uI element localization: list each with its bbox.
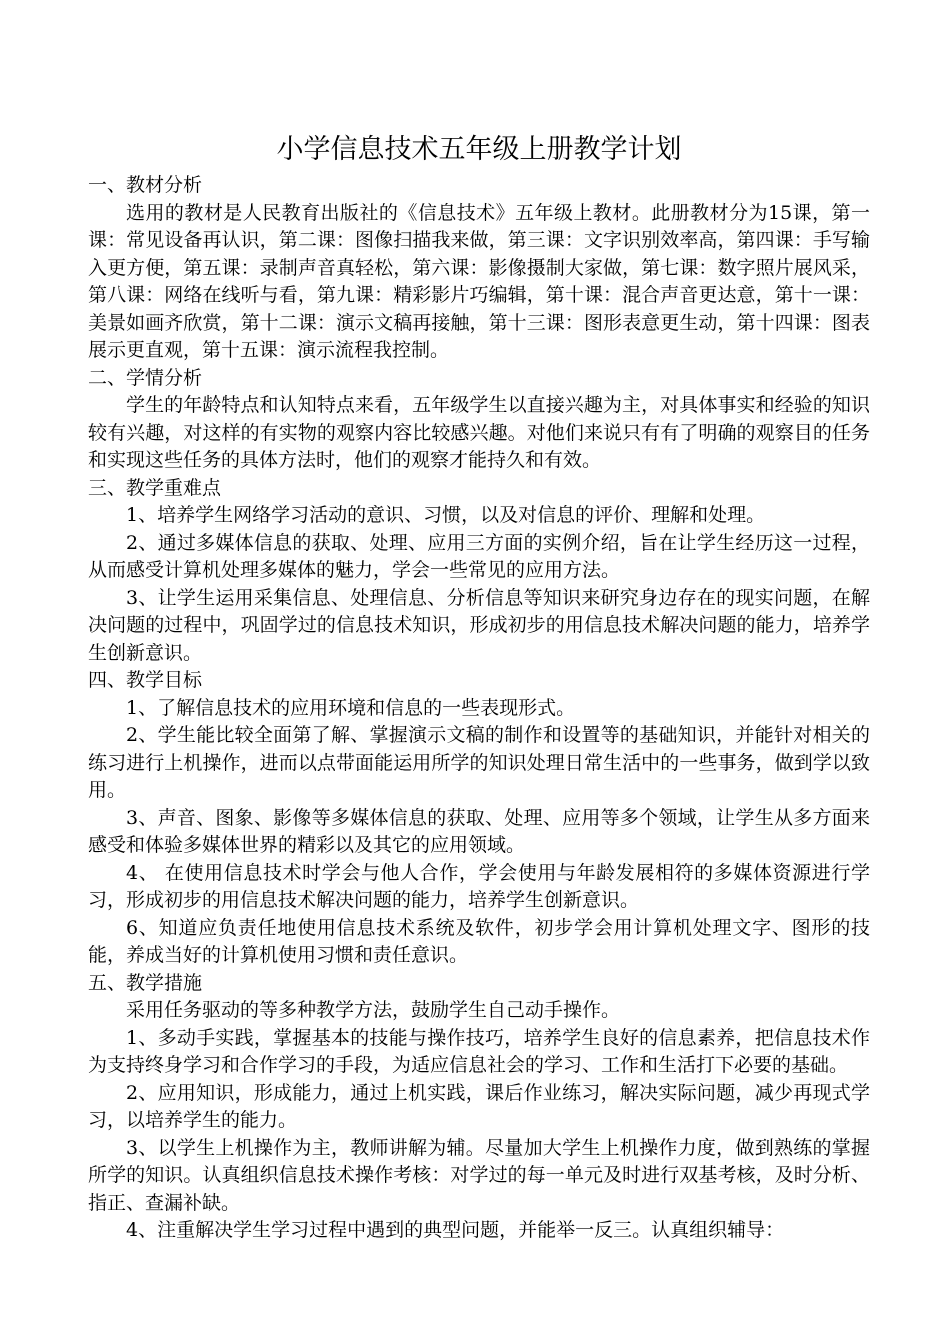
paragraph: 选用的教材是人民教育出版社的《信息技术》五年级上教材。此册教材分为15课，第一课：常见设备再认识，第二课：图像扫描我来做，第三课：文字识别效率高，第四课：手写输入更方便，第五课：录制声音真轻松，第六课：影像摄制大家做，第七课：数字照片展风采，第八课：网络在线听与看，第九课：精彩影片巧编辑，第十课：混合声音更达意，第十一课：美景如画齐欣赏，第十二课：演示文稿再接触，第十三课：图形表意更生动，第十四课：图表展示更直观，第十五课：演示流程我控制。 — [88, 201, 870, 361]
paragraph: 2、通过多媒体信息的获取、处理、应用三方面的实例介绍，旨在让学生经历这一过程，从而感受计算机处理多媒体的魅力，学会一些常见的应用方法。 — [88, 531, 870, 581]
paragraph: 1、了解信息技术的应用环境和信息的一些表现形式。 — [126, 696, 576, 719]
paragraph: 6、知道应负责任地使用信息技术系统及软件，初步学会用计算机处理文字、图形的技能，养成当好的计算机使用习惯和责任意识。 — [88, 916, 870, 966]
section-heading-materials: 一、教材分析 — [88, 174, 203, 196]
paragraph: 3、以学生上机操作为主，教师讲解为辅。尽量加大学生上机操作力度，做到熟练的掌握所学的知识。认真组织信息技术操作考核：对学过的每一单元及时进行双基考核，及时分析、指正、查漏补缺。 — [88, 1136, 870, 1214]
paragraph: 4、 在使用信息技术时学会与他人合作，学会使用与年龄发展相符的多媒体资源进行学习，形成初步的用信息技术解决问题的能力，培养学生创新意识。 — [88, 861, 870, 911]
paragraph: 2、应用知识，形成能力，通过上机实践，课后作业练习，解决实际问题，减少再现式学习，以培养学生的能力。 — [88, 1081, 870, 1131]
paragraph: 1、培养学生网络学习活动的意识、习惯，以及对信息的评价、理解和处理。 — [126, 504, 766, 526]
paragraph: 2、学生能比较全面第了解、掌握演示文稿的制作和设置等的基础知识，并能针对相关的练习进行上机操作，进而以点带面能运用所学的知识处理日常生活中的一些事务，做到学以致用。 — [88, 724, 870, 801]
section-heading-key-points: 三、教学重难点 — [88, 476, 222, 499]
paragraph: 3、声音、图象、影像等多媒体信息的获取、处理、应用等多个领域，让学生从多方面来感受和体验多媒体世界的精彩以及其它的应用领域。 — [88, 806, 870, 856]
paragraph: 学生的年龄特点和认知特点来看，五年级学生以直接兴趣为主，对具体事实和经验的知识较有兴趣，对这样的有实物的观察内容比较感兴趣。对他们来说只有有了明确的观察目的任务和实现这些任务的具体方法时，他们的观察才能持久和有效。 — [88, 394, 870, 471]
section-heading-measures: 五、教学措施 — [88, 971, 203, 994]
paragraph: 3、让学生运用采集信息、处理信息、分析信息等知识来研究身边存在的现实问题，在解决问题的过程中，巩固学过的信息技术知识，形成初步的用信息技术解决问题的能力，培养学生创新意识。 — [88, 586, 870, 664]
paragraph: 采用任务驱动的等多种教学方法，鼓励学生自己动手操作。 — [126, 999, 621, 1021]
document-title: 小学信息技术五年级上册教学计划 — [276, 134, 682, 165]
section-heading-students: 二、学情分析 — [88, 366, 203, 389]
paragraph: 1、多动手实践，掌握基本的技能与操作技巧，培养学生良好的信息素养，把信息技术作为支持终身学习和合作学习的手段，为适应信息社会的学习、工作和生活打下必要的基础。 — [88, 1026, 870, 1076]
paragraph: 4、注重解决学生学习过程中遇到的典型问题，并能举一反三。认真组织辅导： — [126, 1219, 785, 1241]
document-page — [88, 130, 870, 1245]
section-heading-goals: 四、教学目标 — [88, 669, 203, 691]
